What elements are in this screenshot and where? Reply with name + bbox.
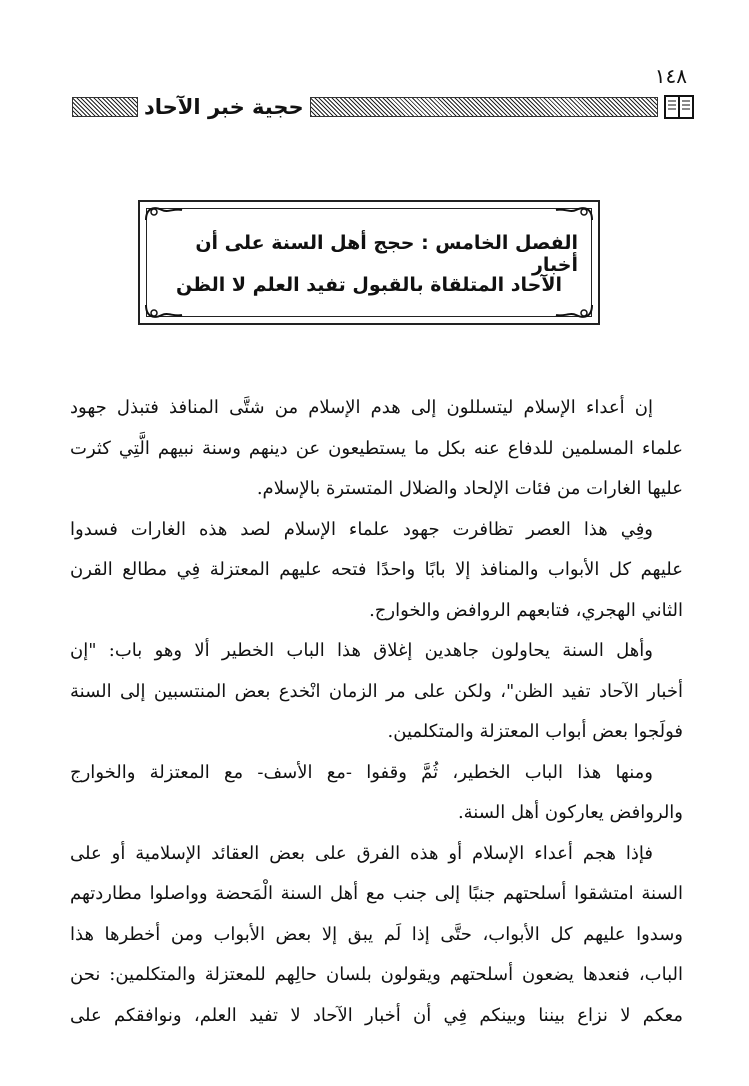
- text-line: عليها الغارات من فئات الإلحاد والضلال المتسترة بالإسلام.: [256, 478, 683, 499]
- page-number: ١٤٨: [654, 64, 687, 88]
- text-line: إن أعداء الإسلام ليتسللون إلى هدم الإسلام من شتَّى المنافذ فتبذل جهود: [70, 397, 653, 418]
- text-line: علماء المسلمين للدفاع عنه بكل ما يستطيعون عن دينهم وسنة نبيهم الَّتِي كثرت: [70, 437, 683, 459]
- ornament-corner-icon: [144, 204, 184, 222]
- header-rule-left: [72, 97, 138, 117]
- text-line: الباب، فنعدها يضعون أسلحتهم ويقولون بلسان حالِهم للمعتزلة والمتكلمين: نحن: [70, 964, 683, 985]
- text-line: الثاني الهجري، فتابعهم الروافض والخوارج.: [369, 599, 683, 621]
- text-line: وأهل السنة يحاولون جاهدين إغلاق هذا الباب الخطير ألا وهو باب: "إن: [70, 640, 653, 661]
- text-line: عليهم كل الأبواب والمنافذ إلا بابًا واحدًا فتحه عليهم المعتزلة فِي مطالع القرن: [70, 559, 683, 580]
- text-line: ومنها هذا الباب الخطير، ثُمَّ وقفوا -مع الأسف- مع المعتزلة والخوارج: [70, 761, 653, 783]
- ornament-corner-icon: [144, 303, 184, 321]
- text-line: والروافض يعاركون أهل السنة.: [457, 802, 683, 823]
- body-text: [70, 388, 683, 1036]
- ornament-corner-icon: [554, 303, 594, 321]
- book-icon: [664, 94, 694, 120]
- text-line: فإذا هجم أعداء الإسلام أو هذه الفرق على بعض العقائد الإسلامية أو على: [70, 842, 653, 864]
- text-line: السنة امتشقوا أسلحتهم جنبًا إلى جنب مع أهل السنة الْمَحضة وواصلوا مطاردتهم: [70, 883, 683, 904]
- text-line: فولَجوا بعض أبواب المعتزلة والمتكلمين.: [387, 721, 683, 742]
- ornament-corner-icon: [554, 204, 594, 222]
- chapter-title-line-1: الفصل الخامس : حجج أهل السنة على أن أخبار: [195, 232, 578, 276]
- running-title: حجية خبر الآحاد: [144, 95, 304, 119]
- chapter-title-line-2: الآحاد المتلقاة بالقبول تفيد العلم لا الظن: [175, 274, 563, 296]
- header-rule-right: [310, 97, 658, 117]
- running-header: [72, 92, 694, 122]
- text-line: معكم لا نزاع بيننا وبينكم فِي أن أخبار الآحاد لا تفيد العلم، ونوافقكم على: [70, 1004, 683, 1026]
- text-line: وسدوا عليهم كل الأبواب، حتَّى إذا لَم يبق إلا بعض الأبواب ومن أخطرها هذا: [70, 923, 683, 945]
- text-line: وفِي هذا العصر تظافرت جهود علماء الإسلام لصد هذه الغارات فسدوا: [70, 518, 653, 540]
- chapter-title-frame: [138, 200, 600, 325]
- text-line: أخبار الآحاد تفيد الظن"، ولكن على مر الزمان انْخدع بعض المنتسبين إلى السنة: [70, 680, 683, 702]
